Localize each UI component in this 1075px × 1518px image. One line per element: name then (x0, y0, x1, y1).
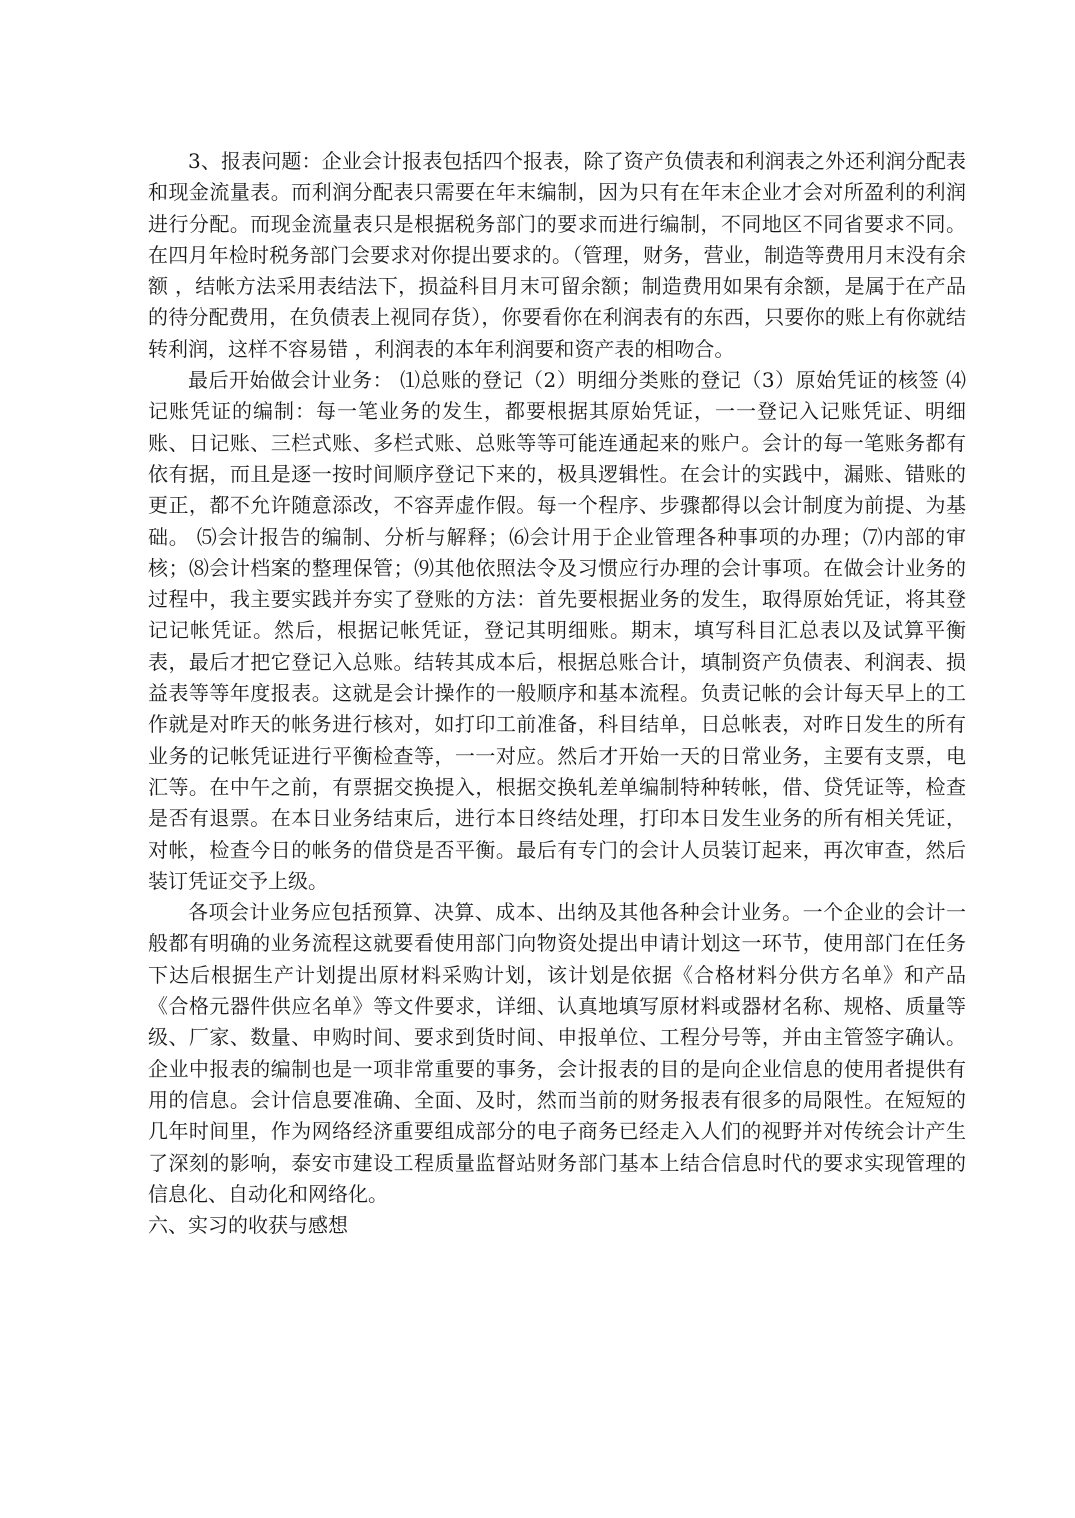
document-body (148, 146, 966, 1241)
paragraph-accounting-tasks: 各项会计业务应包括预算、决算、成本、出纳及其他各种会计业务。一个企业的会计一般都有明确的业务流程这就要看使用部门向物资处提出申请计划这一环节，使用部门在任务下达后根据生产计划提出原材料采购计划，该计划是依据《合格材料分供方名单》和产品《合格元器件供应名单》等文件要求，详细、认真地填写原材料或器材名称、规格、质量等级、厂家、数量、申购时间、要求到货时间、申报单位、工程分号等，并由主管签字确认。企业中报表的编制也是一项非常重要的事务，会计报表的目的是向企业信息的使用者提供有用的信息。会计信息要准确、全面、及时，然而当前的财务报表有很多的局限性。在短短的几年时间里，作为网络经济重要组成部分的电子商务已经走入人们的视野并对传统会计产生了深刻的影响，泰安市建设工程质量监督站财务部门基本上结合信息时代的要求实现管理的信息化、自动化和网络化。 (148, 900, 966, 1206)
section-heading: 六、实习的收获与感想 (148, 1213, 348, 1238)
paragraph-accounting-business: 最后开始做会计业务： ⑴总账的登记（2）明细分类账的登记（3）原始凭证的核签 ⑷记账凭证的编制：每一笔业务的发生，都要根据其原始凭证，一一登记入记账凭证、明细账、日记账、三栏式账、多栏式账、总账等等可能连通起来的账户。会计的每一笔账务都有依有据，而且是逐一按时间顺序登记下来的，极具逻辑性。在会计的实践中，漏账、错账的更正，都不允许随意添改，不容弄虚作假。每一个程序、步骤都得以会计制度为前提、为基础。 ⑸会计报告的编制、分析与解释；⑹会计用于企业管理各种事项的办理；⑺内部的审核；⑻会计档案的整理保管；⑼其他依照法令及习惯应行办理的会计事项。在做会计业务的过程中，我主要实践并夯实了登账的方法：首先要根据业务的发生，取得原始凭证，将其登记记帐凭证。然后，根据记帐凭证，登记其明细账。期末，填写科目汇总表以及试算平衡表，最后才把它登记入总账。结转其成本后，根据总账合计，填制资产负债表、利润表、损益表等等年度报表。这就是会计操作的一般顺序和基本流程。负责记帐的会计每天早上的工作就是对昨天的帐务进行核对，如打印工前准备，科目结单，日总帐表，对昨日发生的所有业务的记帐凭证进行平衡检查等，一一对应。然后才开始一天的日常业务，主要有支票，电汇等。在中午之前，有票据交换提入，根据交换轧差单编制特种转帐，借、贷凭证等，检查是否有退票。在本日业务结束后，进行本日终结处理，打印本日发生业务的所有相关凭证，对帐，检查今日的帐务的借贷是否平衡。最后有专门的会计人员装订起来，再次审查，然后装订凭证交予上级。 (148, 368, 966, 893)
paragraph-report-issues: 3、报表问题：企业会计报表包括四个报表，除了资产负债表和利润表之外还利润分配表和现金流量表。而利润分配表只需要在年末编制，因为只有在年末企业才会对所盈利的利润进行分配。而现金流量表只是根据税务部门的要求而进行编制，不同地区不同省要求不同。在四月年检时税务部门会要求对你提出要求的。（管理，财务，营业，制造等费用月末没有余额 ，结帐方法采用表结法下，损益科目月末可留余额；制造费用如果有余额，是属于在产品的待分配费用，在负债表上视同存货），你要看你在利润表有的东西，只要你的账上有你就结转利润，这样不容易错 ，利润表的本年利润要和资产表的相吻合。 (148, 149, 966, 361)
